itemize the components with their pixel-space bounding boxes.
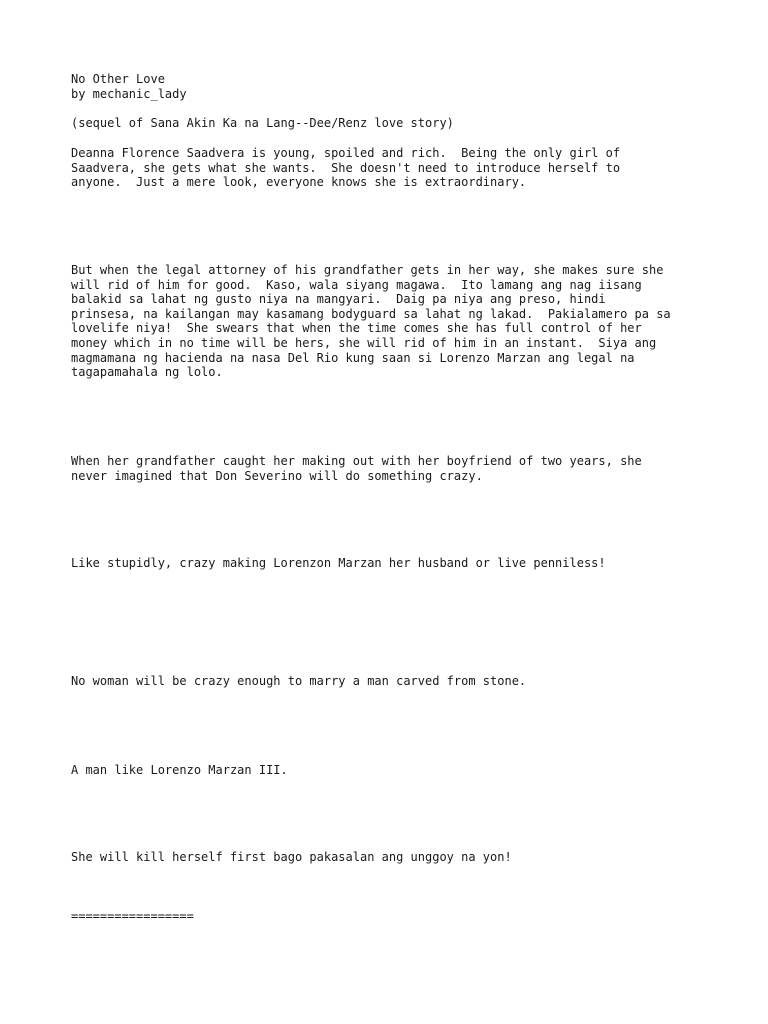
- paragraph-line: balakid sa lahat ng gusto niya na mangyari. Daig pa niya ang preso, hindi: [71, 292, 606, 307]
- story-subtitle: (sequel of Sana Akin Ka na Lang--Dee/Renz love story): [71, 116, 454, 130]
- paragraph-line: No woman will be crazy enough to marry a man carved from stone.: [71, 674, 527, 688]
- paragraph-line: A man like Lorenzo Marzan III.: [71, 763, 288, 777]
- paragraph-line: She will kill herself first bago pakasalan ang unggoy na yon!: [71, 850, 512, 864]
- paragraph-line: will rid of him for good. Kaso, wala siyang magawa. Ito lamang ang nag iisang: [71, 277, 642, 292]
- paragraph-line: Like stupidly, crazy making Lorenzon Marzan her husband or live penniless!: [71, 556, 606, 570]
- paragraph-line: lovelife niya! She swears that when the time comes she has full control of her: [71, 321, 642, 336]
- paragraph-line: never imagined that Don Severino will do something crazy.: [71, 468, 483, 483]
- paragraph-line: tagapamahala ng lolo.: [71, 365, 223, 380]
- paragraph-line: Deanna Florence Saadvera is young, spoiled and rich. Being the only girl of: [71, 146, 621, 160]
- paragraph-line: When her grandfather caught her making out with her boyfriend of two years, she: [71, 454, 642, 468]
- story-title: No Other Love: [71, 72, 165, 86]
- paragraph-line: But when the legal attorney of his grandfather gets in her way, she makes sure she: [71, 263, 664, 277]
- story-byline: by mechanic_lady: [71, 86, 187, 101]
- paragraph-line: prinsesa, na kailangan may kasamang bodyguard sa lahat ng lakad. Pakialamero pa sa: [71, 306, 671, 321]
- paragraph-line: Saadvera, she gets what she wants. She doesn't need to introduce herself to: [71, 160, 621, 175]
- paragraph-line: magmamana ng hacienda na nasa Del Rio kung saan si Lorenzo Marzan ang legal na: [71, 350, 635, 365]
- paragraph-line: anyone. Just a mere look, everyone knows she is extraordinary.: [71, 175, 527, 190]
- separator-line: =================: [71, 909, 194, 923]
- paragraph-line: money which in no time will be hers, she will rid of him in an instant. Siya ang: [71, 336, 657, 350]
